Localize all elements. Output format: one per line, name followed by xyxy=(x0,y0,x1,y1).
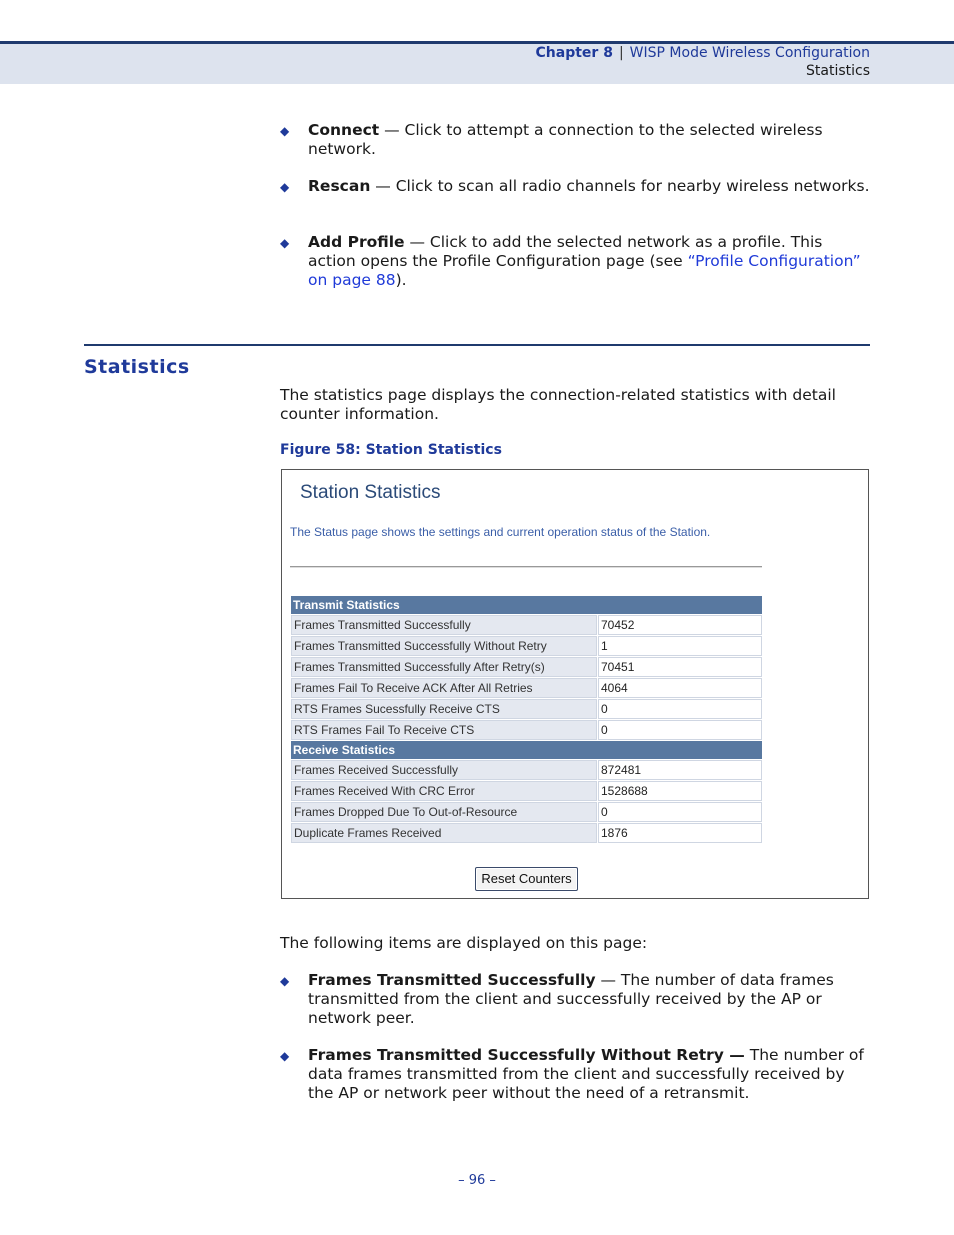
receive-header: Receive Statistics xyxy=(291,741,762,759)
row-value: 1 xyxy=(598,636,762,656)
section-title: Statistics xyxy=(84,356,190,378)
row-label: Frames Fail To Receive ACK After All Retries xyxy=(291,678,597,698)
bullet-text: — Click to attempt a connection to the selected wireless network. xyxy=(308,121,823,158)
running-header xyxy=(536,45,870,61)
bullet-rescan xyxy=(280,177,870,196)
table-row xyxy=(291,781,762,801)
row-label: Frames Transmitted Successfully After Retry(s) xyxy=(291,657,597,677)
row-value: 1876 xyxy=(598,823,762,843)
bullet-term: Frames Transmitted Successfully xyxy=(308,971,596,989)
table-row xyxy=(291,615,762,635)
chapter-label: Chapter 8 xyxy=(535,45,613,61)
table-row xyxy=(291,760,762,780)
receive-header-row xyxy=(291,741,762,759)
table-row xyxy=(291,699,762,719)
diamond-bullet-icon: ◆ xyxy=(280,124,290,138)
diamond-bullet-icon: ◆ xyxy=(280,236,290,250)
bullet-term: Frames Transmitted Successfully Without Retry — xyxy=(308,1046,745,1064)
bullet-add-profile xyxy=(280,233,870,290)
row-label: RTS Frames Sucessfully Receive CTS xyxy=(291,699,597,719)
row-label: Duplicate Frames Received xyxy=(291,823,597,843)
ui-description: The Status page shows the settings and current operation status of the Station. xyxy=(290,525,711,539)
bullet-term: Add Profile xyxy=(308,233,405,251)
intro-paragraph: The statistics page displays the connection-related statistics with detail counter information. xyxy=(280,386,836,423)
row-value: 1528688 xyxy=(598,781,762,801)
header-separator: | xyxy=(618,45,624,61)
figure-caption: Figure 58: Station Statistics xyxy=(280,442,502,458)
bullet-text: The number of data frames transmitted from the client and successfully received by the AP or network peer without the need of a retransmit. xyxy=(308,1046,864,1102)
following-paragraph: The following items are displayed on this page: xyxy=(280,934,648,952)
row-label: Frames Dropped Due To Out-of-Resource xyxy=(291,802,597,822)
diamond-bullet-icon: ◆ xyxy=(280,974,290,988)
row-label: Frames Received Successfully xyxy=(291,760,597,780)
section-rule xyxy=(84,344,870,346)
diamond-bullet-icon: ◆ xyxy=(280,1049,290,1063)
row-label: Frames Received With CRC Error xyxy=(291,781,597,801)
table-row xyxy=(291,657,762,677)
bullet-term: Connect xyxy=(308,121,380,139)
ui-divider xyxy=(290,566,762,568)
row-value: 4064 xyxy=(598,678,762,698)
bullet-text: — The number of data frames transmitted from the client and successfully received by the AP or network peer. xyxy=(308,971,834,1027)
header-section: Statistics xyxy=(806,63,870,79)
profile-configuration-link[interactable]: “Profile Configuration” on page 88 xyxy=(308,252,861,289)
table-row xyxy=(291,636,762,656)
row-value: 0 xyxy=(598,720,762,740)
statistics-table xyxy=(290,595,763,844)
row-value: 0 xyxy=(598,699,762,719)
bullet-term: Rescan xyxy=(308,177,371,195)
bullet-frames-transmitted xyxy=(280,971,870,1028)
bullet-connect xyxy=(280,121,870,159)
table-row xyxy=(291,720,762,740)
table-row xyxy=(291,678,762,698)
table-row xyxy=(291,823,762,843)
chapter-title: WISP Mode Wireless Configuration xyxy=(629,45,870,61)
bullet-frames-without-retry xyxy=(280,1046,870,1103)
page-number: – 96 – xyxy=(458,1173,496,1188)
bullet-text: — Click to add the selected network as a profile. This action opens the Profile Configuration page (see xyxy=(308,233,823,270)
row-label: Frames Transmitted Successfully Without Retry xyxy=(291,636,597,656)
reset-counters-button[interactable]: Reset Counters xyxy=(475,867,578,891)
row-value: 70451 xyxy=(598,657,762,677)
ui-page-title: Station Statistics xyxy=(300,482,441,503)
bullet-text: — Click to scan all radio channels for nearby wireless networks. xyxy=(370,177,870,195)
station-statistics-figure xyxy=(281,469,869,899)
row-value: 70452 xyxy=(598,615,762,635)
row-label: Frames Transmitted Successfully xyxy=(291,615,597,635)
row-value: 0 xyxy=(598,802,762,822)
diamond-bullet-icon: ◆ xyxy=(280,180,290,194)
row-label: RTS Frames Fail To Receive CTS xyxy=(291,720,597,740)
transmit-header-row xyxy=(291,596,762,614)
transmit-header: Transmit Statistics xyxy=(291,596,762,614)
table-row xyxy=(291,802,762,822)
row-value: 872481 xyxy=(598,760,762,780)
bullet-text-after: ). xyxy=(395,271,407,289)
